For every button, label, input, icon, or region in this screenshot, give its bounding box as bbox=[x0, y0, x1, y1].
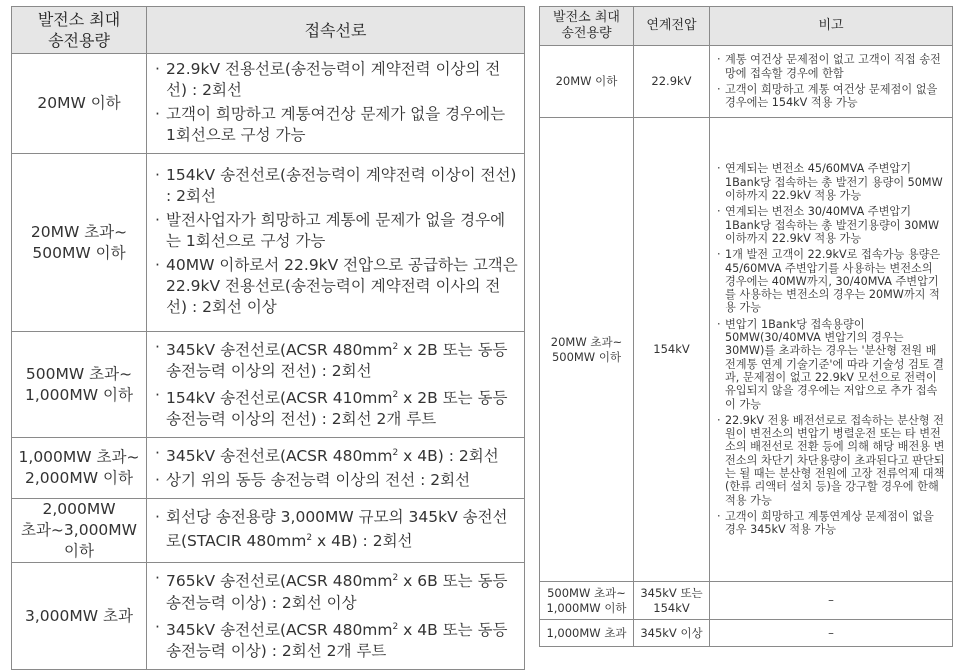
route-cell bbox=[147, 54, 525, 154]
route-item: · 154kV 송전선로(ACSR $410mm^2$ x 2B 또는 동등 송전능력 이상의 전선) : 2회선 2개 루트 bbox=[155, 385, 518, 430]
route-item: · 상기 위의 동등 송전능력 이상의 전선 : 2회선 bbox=[155, 470, 518, 491]
capacity-cell: 1,000MW 초과 bbox=[540, 620, 634, 647]
header-route: 접속선로 bbox=[147, 7, 525, 54]
route-item: · 765kV 송전선로(ACSR $480mm^2$ x 6B 또는 동등 송전능력 이상) : 2회선 이상 bbox=[155, 568, 518, 613]
note-cell: – bbox=[710, 582, 953, 620]
note-item: · 연계되는 변전소 45/60MVA 주변압기 1Bank당 접속하는 총 발전기 용량이 50MW 이하까지 22.9kV 적용 가능 bbox=[717, 162, 946, 202]
table-row bbox=[12, 332, 525, 438]
voltage-cell: 345kV 이상 bbox=[634, 620, 710, 647]
table-row bbox=[12, 154, 525, 332]
capacity-cell: 20MW 이하 bbox=[540, 46, 634, 118]
table-row bbox=[12, 438, 525, 499]
route-item: · 발전사업자가 희망하고 계통에 문제가 없을 경우에는 1회선으로 구성 가능 bbox=[155, 210, 518, 252]
capacity-cell: 1,000MW 초과~ 2,000MW 이하 bbox=[12, 438, 147, 499]
capacity-cell: 2,000MW 초과~3,000MW 이하 bbox=[12, 499, 147, 563]
note-cell bbox=[710, 118, 953, 582]
voltage-cell: 154kV bbox=[634, 118, 710, 582]
left-table bbox=[11, 6, 525, 670]
left-header-row bbox=[12, 7, 525, 54]
header-capacity: 발전소 최대 송전용량 bbox=[12, 7, 147, 54]
note-item: · 연계되는 변전소 30/40MVA 주변압기 1Bank당 접속하는 총 발전기용량이 30MW 이하까지 22.9kV 적용 가능 bbox=[717, 205, 946, 245]
route-cell bbox=[147, 563, 525, 669]
route-item: · 회선당 송전용량 3,000MW 규모의 345kV 송전선로(STACIR $480mm^2$ x 4B) : 2회선 bbox=[155, 507, 518, 552]
header-voltage: 연계전압 bbox=[634, 7, 710, 46]
route-item: · 345kV 송전선로(ACSR $480mm^2$ x 4B 또는 동등 송전능력 이상) : 2회선 2개 루트 bbox=[155, 617, 518, 662]
route-cell bbox=[147, 438, 525, 499]
table-row bbox=[540, 118, 953, 582]
table-row bbox=[540, 582, 953, 620]
capacity-cell: 20MW 이하 bbox=[12, 54, 147, 154]
capacity-cell: 20MW 초과~ 500MW 이하 bbox=[12, 154, 147, 332]
header-note: 비고 bbox=[710, 7, 953, 46]
voltage-cell: 22.9kV bbox=[634, 46, 710, 118]
route-item: · 345kV 송전선로(ACSR $480mm^2$ x 4B) : 2회선 bbox=[155, 443, 518, 467]
capacity-cell: 20MW 초과~ 500MW 이하 bbox=[540, 118, 634, 582]
note-cell: – bbox=[710, 620, 953, 647]
capacity-cell: 500MW 초과~ 1,000MW 이하 bbox=[12, 332, 147, 438]
route-item: · 345kV 송전선로(ACSR $480mm^2$ x 2B 또는 동등 송전능력 이상의 전선) : 2회선 bbox=[155, 337, 518, 382]
right-table bbox=[539, 6, 953, 647]
note-item: · 22.9kV 전용 배전선로로 접속하는 분산형 전원이 변전소의 변압기 병렬운전 또는 타 변전소의 배전선로 전환 등에 의해 해당 배전용 변전소의 차단기 차단용량이 초과된다고 판단되는 될 때는 분산형 전원에 고장 전류억제 대책(한류 리액터 설치 등)을 강구할 경우에 한해 적용 가능 bbox=[717, 414, 946, 507]
table-row bbox=[12, 54, 525, 154]
capacity-cell: 500MW 초과~ 1,000MW 이하 bbox=[540, 582, 634, 620]
note-cell bbox=[710, 46, 953, 118]
route-item: · 22.9kV 전용선로(송전능력이 계약전력 이상의 전선) : 2회선 bbox=[155, 59, 518, 101]
route-item: · 40MW 이하로서 22.9kV 전압으로 공급하는 고객은 22.9kV 전용선로(송전능력이 계약전력 이사의 전선) : 2회선 이상 bbox=[155, 255, 518, 318]
note-item: · 고객이 희망하고 계통 여건상 문제점이 없을 경우에는 154kV 적용 가능 bbox=[717, 83, 946, 110]
voltage-cell: 345kV 또는 154kV bbox=[634, 582, 710, 620]
note-item: · 1개 발전 고객이 22.9kV로 접속가능 용량은 45/60MVA 주변압기를 사용하는 변전소의 경우에는 40MW까지, 30/40MVA 주변압기를 사용하는 변전소의 경우는 20MW까지 적용 가능 bbox=[717, 248, 946, 314]
route-item: · 154kV 송전선로(송전능력이 계약전력 이상이 전선) : 2회선 bbox=[155, 165, 518, 207]
route-cell bbox=[147, 499, 525, 563]
table-row bbox=[12, 499, 525, 563]
header-capacity: 발전소 최대 송전용량 bbox=[540, 7, 634, 46]
capacity-cell: 3,000MW 초과 bbox=[12, 563, 147, 669]
table-row bbox=[540, 46, 953, 118]
route-cell bbox=[147, 332, 525, 438]
right-header-row bbox=[540, 7, 953, 46]
table-row bbox=[12, 563, 525, 669]
note-item: · 계통 여건상 문제점이 없고 고객이 직접 송전망에 접속할 경우에 한함 bbox=[717, 53, 946, 80]
route-cell bbox=[147, 154, 525, 332]
note-item: · 변압기 1Bank당 접속용량이 50MW(30/40MVA 변압기의 경우는 30MW)를 초과하는 경우는 '분산형 전원 배전계통 연계 기술기준'에 따라 기술성 검토 결과, 문제점이 없고 22.9kV 모선으로 전력이 유입되지 않을 경우에는 저압으로 추가 접속이 가능 bbox=[717, 318, 946, 411]
route-item: · 고객이 희망하고 계통여건상 문제가 없을 경우에는 1회선으로 구성 가능 bbox=[155, 104, 518, 146]
table-row bbox=[540, 620, 953, 647]
note-item: · 고객이 희망하고 계통연계상 문제점이 없을 경우 345kV 적용 가능 bbox=[717, 510, 946, 537]
